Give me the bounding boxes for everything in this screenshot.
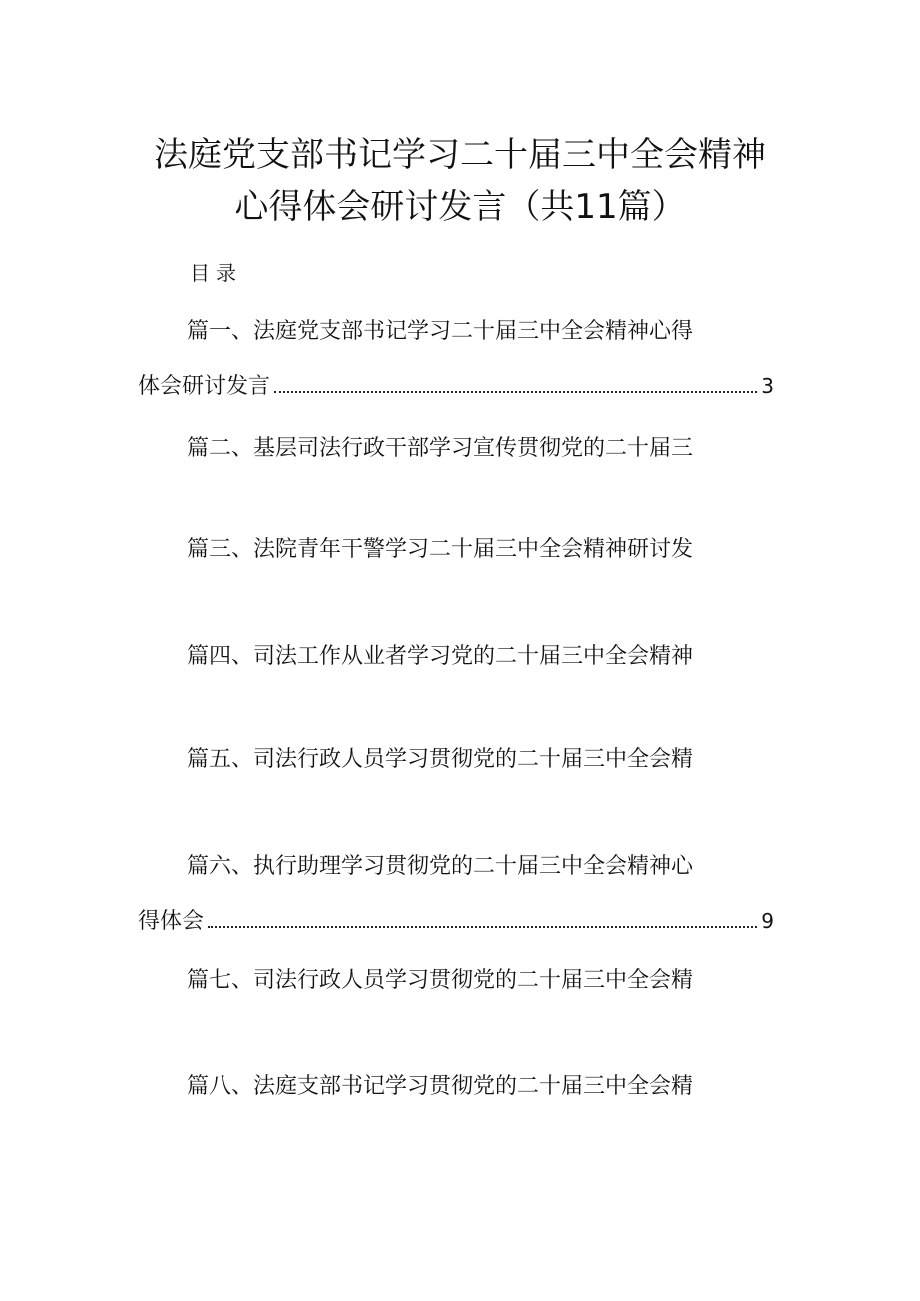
toc-entry-1-page: 3 [761, 374, 774, 398]
toc-entry-1-continuation[interactable] [138, 370, 774, 403]
toc-entry-6-page: 9 [761, 909, 774, 933]
toc-entry-6-continuation[interactable] [138, 905, 774, 938]
toc-entry-5-title[interactable]: 篇五、司法行政人员学习贯彻党的二十届三中全会精 [187, 747, 694, 772]
dot-leader [208, 926, 757, 928]
toc-entry-1-title[interactable]: 篇一、法庭党支部书记学习二十届三中全会精神心得 [187, 319, 694, 344]
dot-leader [274, 391, 757, 393]
toc-entry-7-title[interactable]: 篇七、司法行政人员学习贯彻党的二十届三中全会精 [187, 968, 694, 993]
toc-entry-4-title[interactable]: 篇四、司法工作从业者学习党的二十届三中全会精神 [187, 644, 694, 669]
document-title-line-2: 心得体会研讨发言（共11篇） [234, 187, 686, 227]
toc-entry-6-title-cont: 得体会 [138, 909, 205, 934]
toc-entry-6-title[interactable]: 篇六、执行助理学习贯彻党的二十届三中全会精神心 [187, 854, 694, 879]
toc-entry-3-title[interactable]: 篇三、法院青年干警学习二十届三中全会精神研讨发 [187, 537, 694, 562]
toc-entry-8-title[interactable]: 篇八、法庭支部书记学习贯彻党的二十届三中全会精 [187, 1074, 694, 1099]
document-title-line-1: 法庭党支部书记学习二十届三中全会精神 [154, 135, 766, 175]
toc-entry-2-title[interactable]: 篇二、基层司法行政干部学习宣传贯彻党的二十届三 [187, 436, 694, 461]
toc-heading: 目录 [190, 261, 242, 285]
toc-entry-1-title-cont: 体会研讨发言 [138, 374, 271, 399]
